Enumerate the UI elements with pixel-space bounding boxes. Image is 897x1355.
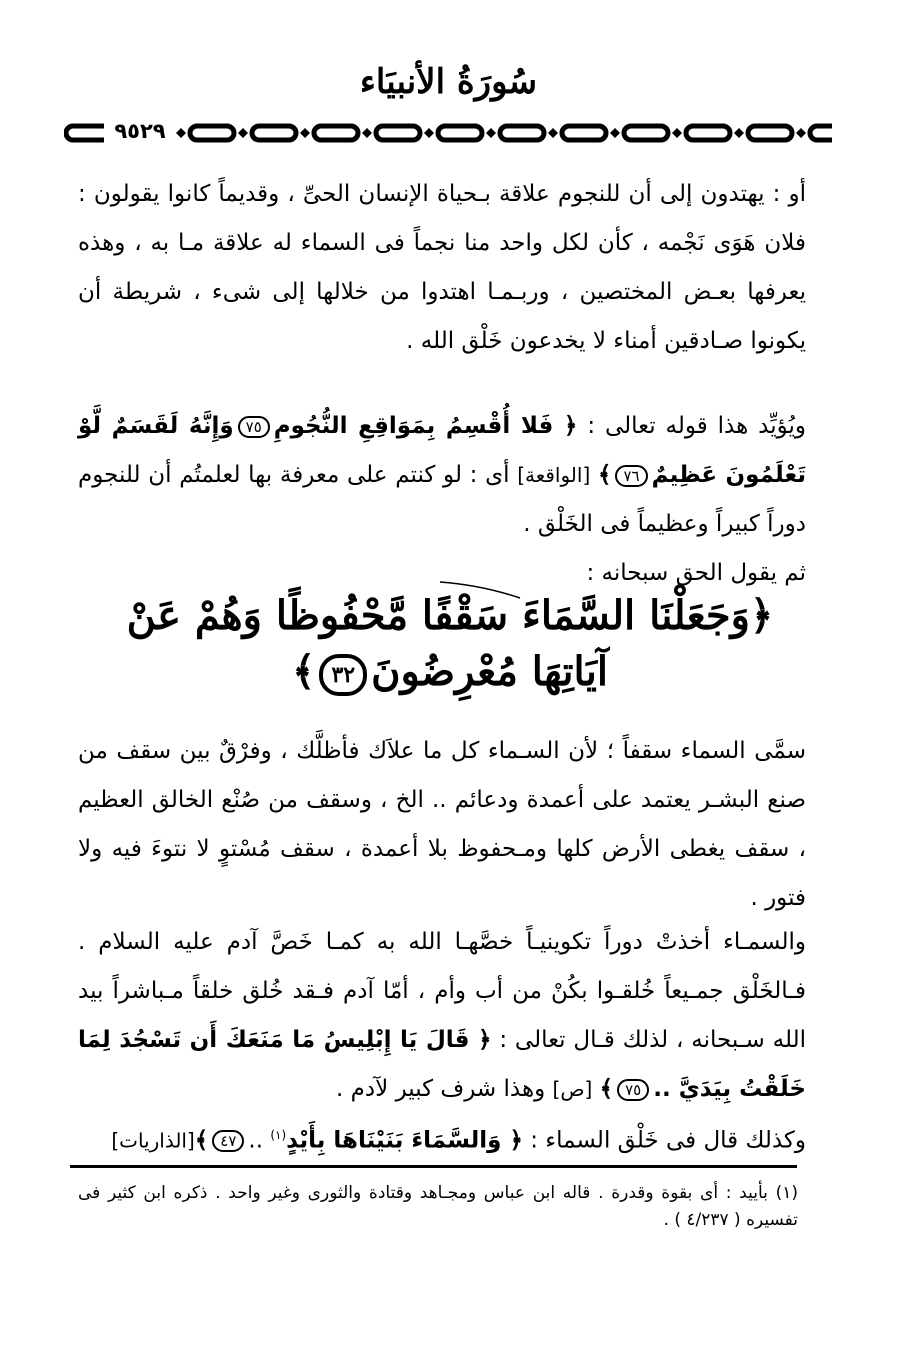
page-number: ٩٥٢٩ (104, 117, 176, 145)
para5-ellipsis: .. (248, 1127, 271, 1154)
chain-link (438, 126, 482, 140)
verse-close-ornament: ﴾ (292, 649, 316, 695)
chain-diamond (176, 128, 186, 138)
main-verse-text-1: وَجَعَلْنَا السَّمَاءَ سَقْفًا مَّحْفُوظًا وَهُمْ عَنْ (126, 592, 750, 639)
chain-diamond (548, 128, 558, 138)
chain-link (562, 126, 606, 140)
main-quran-verse (70, 588, 830, 700)
paragraph-stars-relation: أو : يهتدون إلى أن للنجوم علاقة بـحياة الإنسان الحىِّ ، وقديماً كانوا يقولون : فلان هَوَى نَجْمه ، كأن لكل واحد منا نجماً فى السماء له علاقة مـا به ، وهذه يعرفها بعـض المختصين ، وربـمـا اهتدوا من خلالها إلى شىء ، شريطة أن يكونوا صـادقين أمناء لا يخدعون خَلْق الله . (78, 181, 806, 354)
main-verse-text-2: آيَاتِهَا مُعْرِضُونَ (371, 648, 608, 695)
para2-rest: أى : لو كنتم على معرفة بها لعلمتُم أن للنجوم دوراً كبيراً وعظيماً فى الخَلْق . (78, 462, 806, 537)
paragraph-adam-creation (78, 918, 806, 1114)
para5-text: وكذلك قال فى خَلْق السماء : (522, 1127, 806, 1154)
main-verse-line-2 (70, 644, 830, 700)
chain-diamond (672, 128, 682, 138)
decorative-chain-border (64, 118, 832, 148)
chain-link (376, 126, 420, 140)
verse-close-bracket-sad: ﴾ (599, 1076, 614, 1102)
surah-reference-dhariyat: [الذاريات] (111, 1128, 195, 1153)
quran-verse-dhariyat-47: ﴿ وَالسَّمَاءَ بَنَيْنَاهَا بِأَيْدٍ (286, 1127, 523, 1154)
chain-link (314, 126, 358, 140)
chain-link (686, 126, 730, 140)
chain-diamond (486, 128, 496, 138)
para4-rest: وهذا شرف كبير لآدم . (336, 1076, 553, 1102)
surah-reference-waqia: [الواقعة] (517, 463, 591, 487)
chain-link (190, 126, 234, 140)
para4-text: والسمـاء أخذتْ دوراً تكوينيـاً خصَّهـا الله به كمـا خَصَّ آدم عليه السلام . فـالخَلْق جمـيعاً خُلقـوا بكُنْ من أب وأم ، أمّا آدم فـقد خُلق خلقاً مـباشراً بيد الله سـبحانه ، لذلك قـال تعالى : (78, 929, 806, 1053)
footnote-text: (١) بأييد : أى بقوة وقدرة . قاله ابن عباس ومجـاهد وقتادة والثورى وغير واحد . ذكره ابن كثير فى تفسيره ( ٤/٢٣٧ ) . (78, 1183, 798, 1230)
verse-close-bracket-dhariyat: ﴾ (194, 1127, 209, 1154)
paragraph-waqia-quote (78, 402, 806, 549)
chain-diamond (734, 128, 744, 138)
main-verse-line-1 (70, 588, 830, 644)
footnote-divider (70, 1165, 797, 1168)
para2-intro: ويُؤيِّد هذا قوله تعالى : (577, 413, 806, 439)
quran-verse-sad-75: ﴿ قَالَ يَا إِبْلِيسُ مَا مَنَعَكَ أَن تَسْجُدَ لِمَا خَلَقْتُ بِيَدَيَّ .. (78, 1027, 806, 1102)
quran-verse-waqia-75: ﴿ فَلا أُقْسِمُ بِمَوَاقِعِ النُّجُومِ (273, 413, 578, 439)
chain-link (500, 126, 544, 140)
chain-link (810, 126, 832, 140)
verse-open-ornament: ﴿ (749, 593, 774, 639)
surah-title: سُورَةُ الأنبيَاء (359, 62, 538, 102)
chain-diamond (610, 128, 620, 138)
chain-link (252, 126, 296, 140)
chain-diamond (424, 128, 434, 138)
verse-number-47: ٤٧ (212, 1130, 244, 1152)
verse-close-bracket: ﴾ (597, 462, 612, 488)
verse-number-76: ٧٦ (615, 465, 647, 487)
chain-diamond (300, 128, 310, 138)
verse-number-75: ٧٥ (238, 416, 270, 438)
chain-diamond (796, 128, 806, 138)
paragraph-sky-ceiling: سمَّى السماء سقفاً ؛ لأن السـماء كل ما علاَك فأظلَّك ، وفرْقٌ بين سقف من صنع البشـر يعتمد على أعمدة ودعائم .. الخ ، وسقف من صُنْع الخالق العظيم ، سقف يغطى الأرض كلها ومـحفوظ بلا أعمدة ، سقف مُسْتوٍ لا نتوءَ فيه ولا فتور . (78, 738, 806, 911)
quran-verse-waqia-76: وَإِنَّهُ لَقَسَمٌ لَّوْ تَعْلَمُونَ عَظِيمٌ (78, 413, 806, 488)
chain-diamond (362, 128, 372, 138)
paragraph-sky-building (78, 1111, 806, 1166)
transition-line: ثم يقول الحق سبحانه : (586, 560, 806, 586)
verse-number-sad-75: ٧٥ (617, 1079, 649, 1101)
verse-number-32: ٣٢ (319, 654, 367, 696)
surah-reference-sad: [ص] (552, 1077, 593, 1101)
chain-link (748, 126, 792, 140)
chain-link (624, 126, 668, 140)
footnote-marker: (١) (270, 1128, 287, 1142)
chain-diamond (238, 128, 248, 138)
